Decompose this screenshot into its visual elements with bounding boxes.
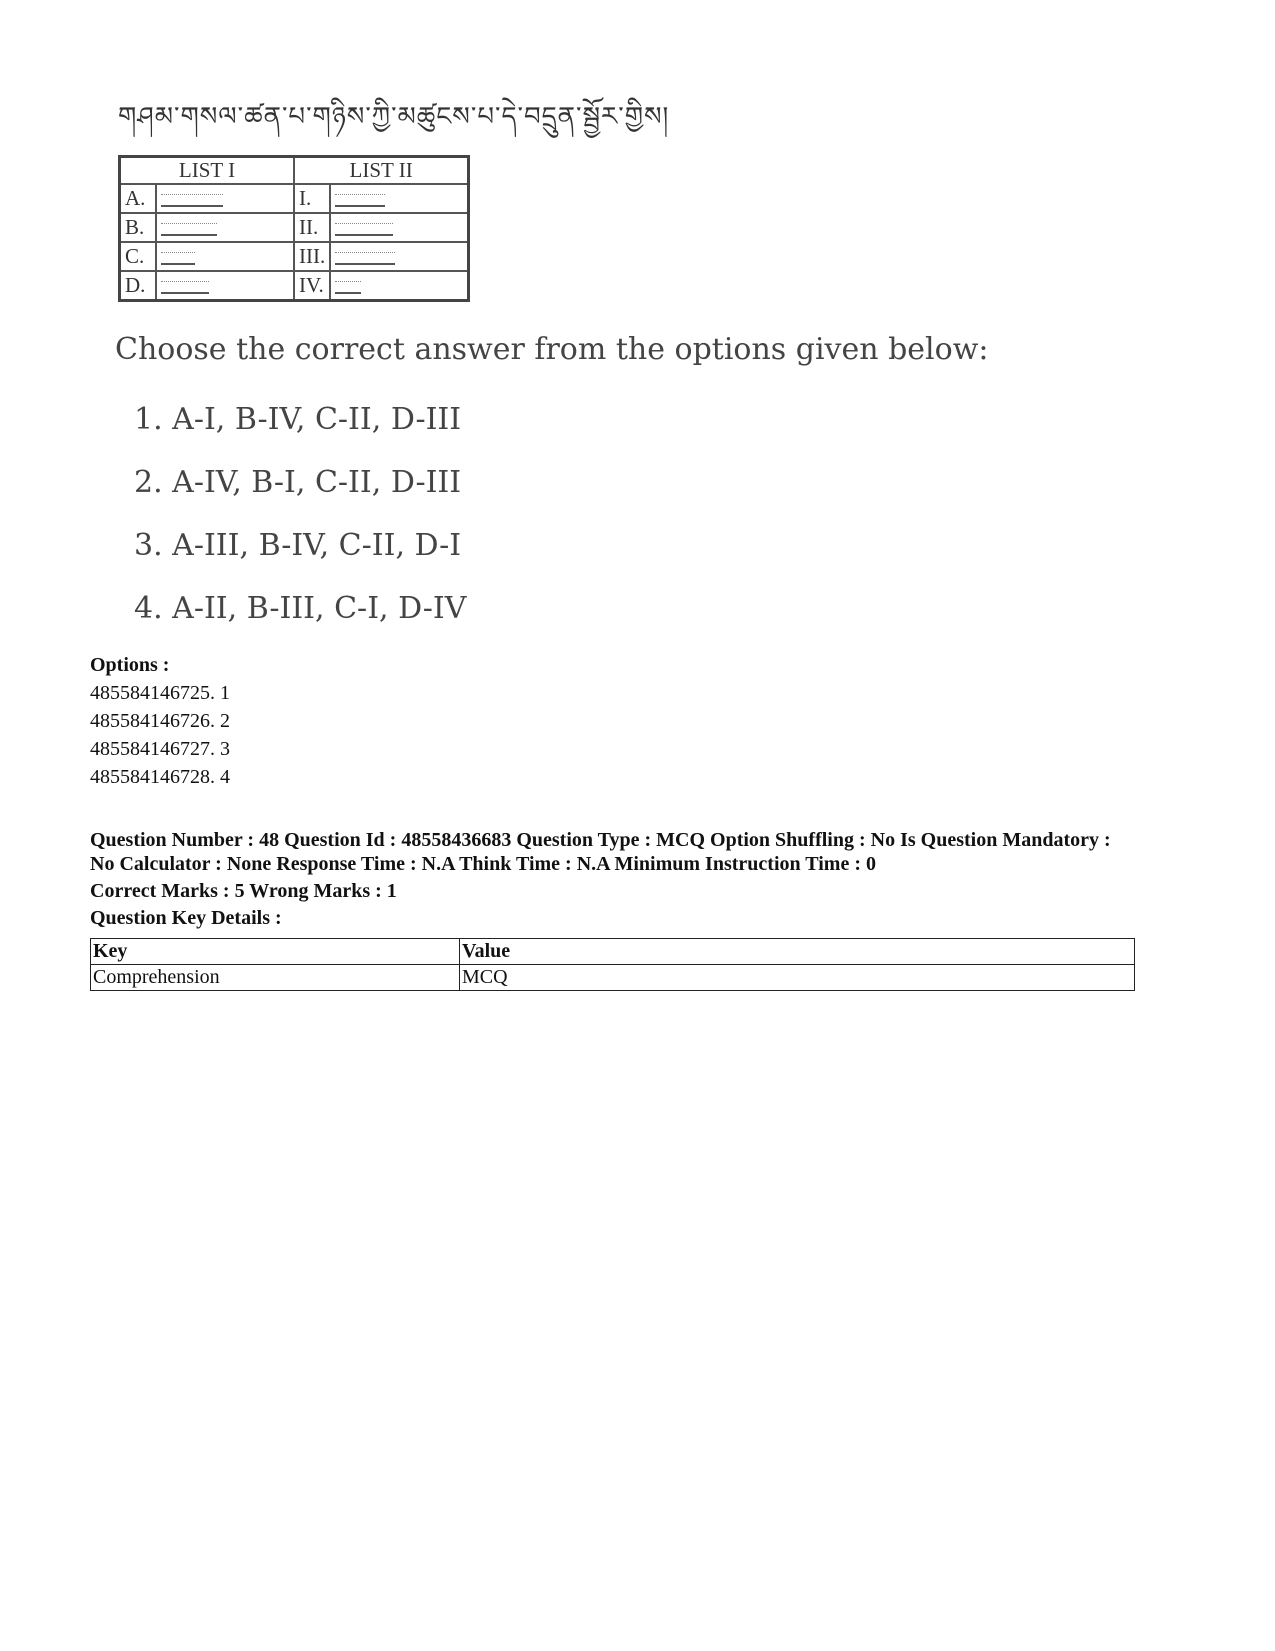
header-value: Value: [460, 939, 1135, 965]
table-row: [120, 184, 469, 213]
row-roman: II.: [294, 213, 330, 242]
option-item: 485584146728. 4: [90, 766, 230, 788]
question-image: [110, 80, 989, 670]
tibetan-term-image: [330, 271, 469, 301]
answer-choice-4: 4. A-II, B-III, C-I, D-IV: [134, 591, 467, 626]
answer-choice-2: 2. A-IV, B-I, C-II, D-III: [134, 465, 462, 500]
option-item: 485584146726. 2: [90, 710, 230, 732]
row-roman: IV.: [294, 271, 330, 301]
header-key: Key: [91, 939, 460, 965]
answer-choice-1: 1. A-I, B-IV, C-II, D-III: [134, 402, 462, 437]
cell-key: Comprehension: [91, 965, 460, 991]
tibetan-term-image: [330, 242, 469, 271]
table-row: [120, 213, 469, 242]
tibetan-term-image: [330, 213, 469, 242]
tibetan-term-image: [330, 184, 469, 213]
tibetan-term-image: [156, 271, 294, 301]
answer-choice-3: 3. A-III, B-IV, C-II, D-I: [134, 528, 462, 563]
metadata-line: Question Number : 48 Question Id : 48558436683 Question Type : MCQ Option Shuffling : No Is Question Mandatory :: [90, 829, 1111, 851]
table-row: [120, 271, 469, 301]
option-item: 485584146725. 1: [90, 682, 230, 704]
row-letter: A.: [120, 184, 157, 213]
question-metadata: [90, 828, 1150, 876]
tibetan-term-image: [156, 213, 294, 242]
row-roman: III.: [294, 242, 330, 271]
list-1-header: LIST I: [120, 157, 295, 185]
row-roman: I.: [294, 184, 330, 213]
table-row: [91, 965, 1135, 991]
list-2-header: LIST II: [294, 157, 469, 185]
tibetan-term-image: [156, 242, 294, 271]
table-header-row: [91, 939, 1135, 965]
options-label: Options :: [90, 654, 170, 676]
choose-instruction: Choose the correct answer from the options given below:: [115, 332, 989, 367]
key-details-label: Question Key Details :: [90, 907, 282, 929]
cell-value: MCQ: [460, 965, 1135, 991]
option-item: 485584146727. 3: [90, 738, 230, 760]
row-letter: D.: [120, 271, 157, 301]
row-letter: C.: [120, 242, 157, 271]
metadata-line: No Calculator : None Response Time : N.A Think Time : N.A Minimum Instruction Time : 0: [90, 853, 876, 875]
match-list-table: [118, 155, 470, 302]
tibetan-instruction: གཤམ་གསལ་ཚན་པ་གཉིས་ཀྱི་མཚུངས་པ་དེ་བདྲུན་སྦྱོར་གྱིས།: [118, 102, 670, 132]
marks-line: Correct Marks : 5 Wrong Marks : 1: [90, 880, 397, 902]
table-row: [120, 242, 469, 271]
key-details-table: [90, 938, 1135, 991]
row-letter: B.: [120, 213, 157, 242]
tibetan-term-image: [156, 184, 294, 213]
